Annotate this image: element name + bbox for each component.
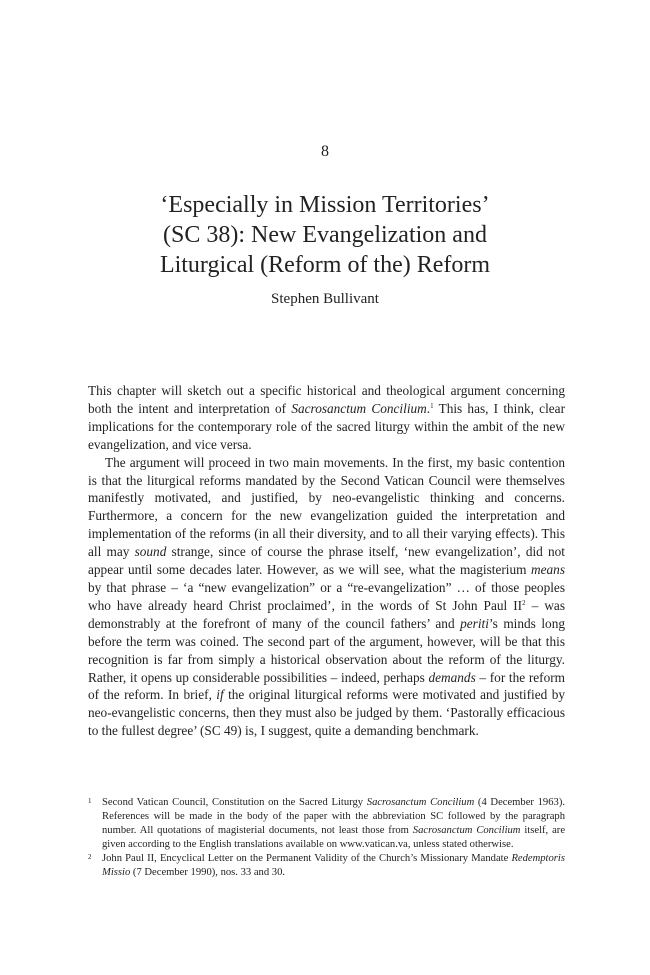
paragraph-2 xyxy=(88,454,565,741)
italic-sacrosanctum-concilium: Sacrosanctum Concilium xyxy=(291,400,427,416)
italic-means: means xyxy=(531,562,565,578)
italic-if: if xyxy=(216,687,224,703)
chapter-title xyxy=(100,190,550,280)
paragraph-2-text-7: the original liturgical reforms were motivated and justified by neo-evangelistic concerns, then they must also be judged by them. ‘Pastorally efficacious to the fullest degree’ (SC 49) is, I suggest, quite a demanding benchmark. xyxy=(88,687,565,739)
paragraph-2-text-6: – for the reform of the reform. In brief, xyxy=(88,669,566,703)
footnote-2-italic-1: Redemptoris Missio xyxy=(102,853,565,878)
paragraph-2-text-5: ’s minds long before the term was coined. The second part of the argument, however, will be that this recognition is far from simply a historical observation about the reform of the liturgy. Rather, it opens up considerable possibilities – indeed, perhaps xyxy=(88,615,565,685)
chapter-title-line-3: Liturgical (Reform of the) Reform xyxy=(159,252,491,278)
author-name: Stephen Bullivant xyxy=(271,291,379,307)
chapter-body xyxy=(88,382,565,740)
footnote-1 xyxy=(88,796,565,852)
paragraph-2-text-4: – was demonstrably at the forefront of many of the council fathers’ and xyxy=(88,597,565,631)
footnote-2-text-1: John Paul II, Encyclical Letter on the Permanent Validity of the Church’s Missionary Mandate xyxy=(102,853,512,864)
paragraph-2-text-2: strange, since of course the phrase itself, ‘new evangelization’, did not appear until some decades later. However, as we will see, what the magisterium xyxy=(88,544,565,578)
chapter-title-line-1: ‘Especially in Mission Territories’ xyxy=(160,192,490,218)
paragraph-2-text-1: The argument will proceed in two main movements. In the first, my basic contention is that the liturgical reforms mandated by the Second Vatican Council were themselves manifestly motivated, and justified, by neo-evangelistic thinking and concerns. Furthermore, a concern for the new evangelization guided the interpretation and implementation of the reforms (in all their diversity, and to all their varying effects). This all may xyxy=(88,454,565,560)
italic-periti: periti xyxy=(460,615,489,631)
paragraph-2-text-3: by that phrase – ‘a “new evangelization” or a “re-evangelization” … of those peoples who have already heard Christ proclaimed’, in the words of St John Paul II xyxy=(88,579,565,613)
paragraph-1-text-3: This has, I think, clear implications for the contemporary role of the sacred liturgy within the ambit of the new evangelization, and vice versa. xyxy=(88,400,566,452)
paragraph-1-text-2: . xyxy=(426,400,431,416)
footnote-2 xyxy=(88,852,565,880)
footnote-1-text-2: (4 December 1963). References will be made in the body of the paper with the abbreviation SC followed by the paragraph number. All quotations of magisterial documents, not least those from xyxy=(102,797,565,836)
footnote-1-text-1: Second Vatican Council, Constitution on the Sacred Liturgy xyxy=(102,797,367,808)
footnote-2-mark: 2 xyxy=(88,853,92,861)
footnote-2-text-2: (7 December 1990), nos. 33 and 30. xyxy=(130,867,286,878)
footnotes xyxy=(88,796,565,880)
footnote-1-italic-2: Sacrosanctum Concilium xyxy=(412,825,521,836)
paragraph-1 xyxy=(88,382,565,454)
footnote-ref-1[interactable]: 1 xyxy=(430,401,434,410)
italic-demands: demands xyxy=(428,669,476,685)
chapter-number: 8 xyxy=(321,143,329,160)
paragraph-1-text-1: This chapter will sketch out a specific historical and theological argument concerning both the intent and interpretation of xyxy=(88,383,565,416)
italic-sound: sound xyxy=(134,544,167,560)
chapter-title-line-2: (SC 38): New Evangelization and xyxy=(163,222,487,248)
footnote-1-italic-1: Sacrosanctum Concilium xyxy=(366,797,475,808)
footnote-ref-2[interactable]: 2 xyxy=(522,598,526,607)
footnote-1-text-3: itself, are given according to the English translations available on www.vatican.va, unless stated otherwise. xyxy=(102,825,566,850)
footnote-1-mark: 1 xyxy=(88,797,92,805)
